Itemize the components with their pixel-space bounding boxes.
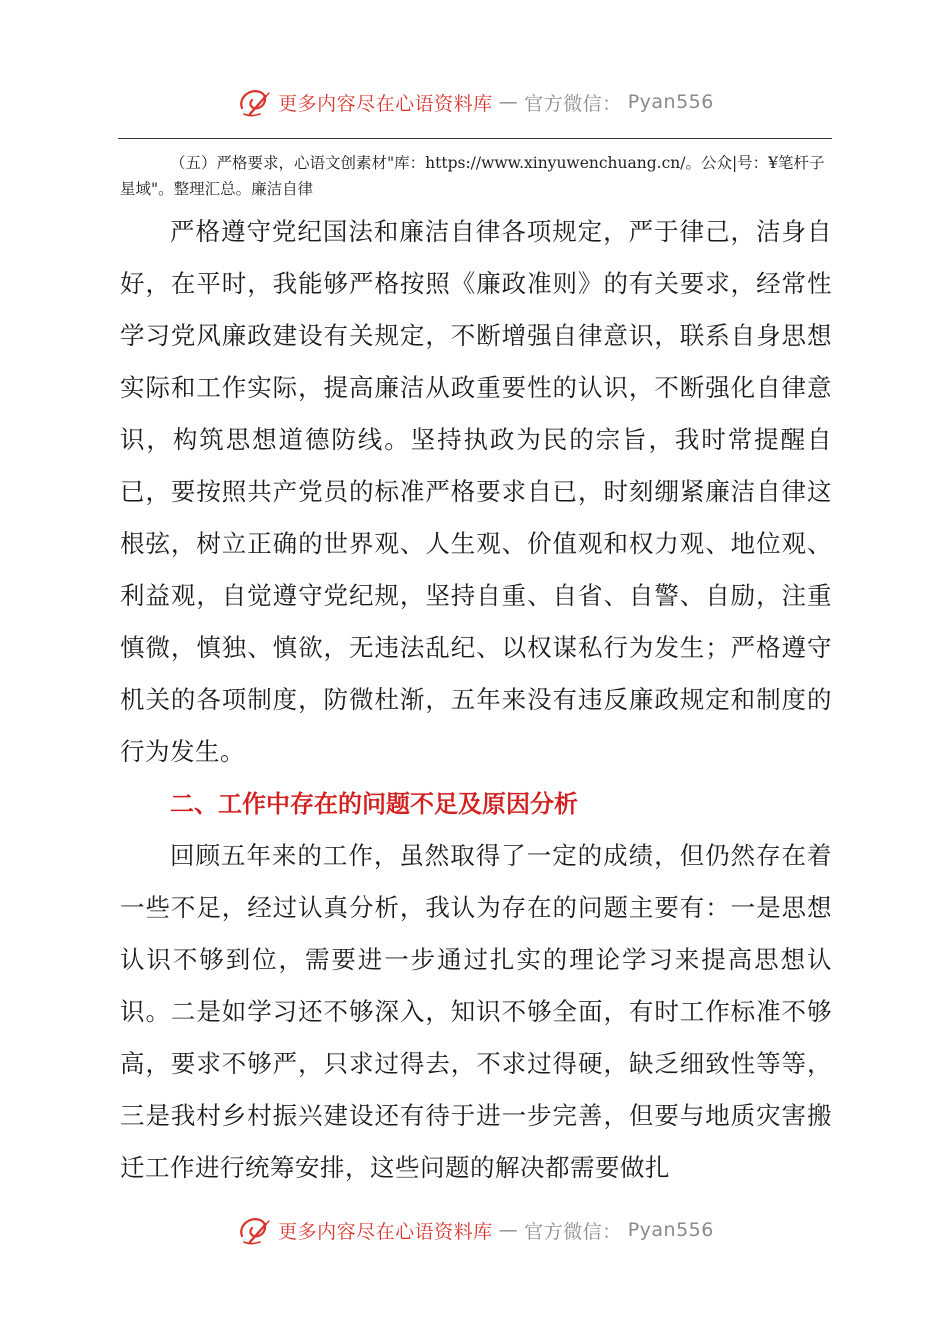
footer-wechat-id: Pyan556 xyxy=(627,1219,714,1241)
banner-dash: — xyxy=(498,91,519,113)
document-body xyxy=(120,206,832,1194)
banner-site-name: 更多内容尽在心语资料库 xyxy=(278,92,493,115)
source-note: （五）严格要求，心语文创素材"库：https://www.xinyuwenchuang.cn/。公众|号：¥笔杆子星域"。整理汇总。廉洁自律 xyxy=(120,154,825,198)
footer-site-name: 更多内容尽在心语资料库 xyxy=(278,1220,493,1243)
banner-wechat-label: 官方微信： xyxy=(524,92,622,115)
footer-wechat-label: 官方微信： xyxy=(524,1220,622,1243)
pen-swirl-logo-icon xyxy=(236,1212,272,1248)
footer-dash: — xyxy=(498,1219,519,1241)
paragraph-problems: 回顾五年来的工作，虽然取得了一定的成绩，但仍然存在着一些不足，经过认真分析，我认为存在的问题主要有：一是思想认识不够到位，需要进一步通过扎实的理论学习来提高思想认识。二是如学习还不够深入，知识不够全面，有时工作标准不够高，要求不够严，只求过得去，不求过得硬，缺乏细致性等等，三是我村乡村振兴建设还有待于进一步完善，但要与地质灾害搬迁工作进行统筹安排，这些问题的解决都需要做扎 xyxy=(120,841,832,1182)
header-banner xyxy=(0,80,950,124)
section-heading: 二、工作中存在的问题不足及原因分析 xyxy=(170,790,578,818)
pen-swirl-logo-icon xyxy=(236,84,272,120)
paragraph-integrity: 严格遵守党纪国法和廉洁自律各项规定，严于律己，洁身自好，在平时，我能够严格按照《廉政准则》的有关要求，经常性学习党风廉政建设有关规定，不断增强自律意识，联系自身思想实际和工作实际，提高廉洁从政重要性的认识，不断强化自律意识，构筑思想道德防线。坚持执政为民的宗旨，我时常提醒自已，要按照共产党员的标准严格要求自已，时刻绷紧廉洁自律这根弦，树立正确的世界观、人生观、价值观和权力观、地位观、利益观，自觉遵守党纪规，坚持自重、自省、自警、自励，注重慎微，慎独、慎欲，无违法乱纪、以权谋私行为发生；严格遵守机关的各项制度，防微杜渐，五年来没有违反廉政规定和制度的行为发生。 xyxy=(120,217,832,766)
header-divider xyxy=(118,138,832,139)
banner-wechat-id: Pyan556 xyxy=(627,91,714,113)
footer-banner xyxy=(0,1208,950,1252)
